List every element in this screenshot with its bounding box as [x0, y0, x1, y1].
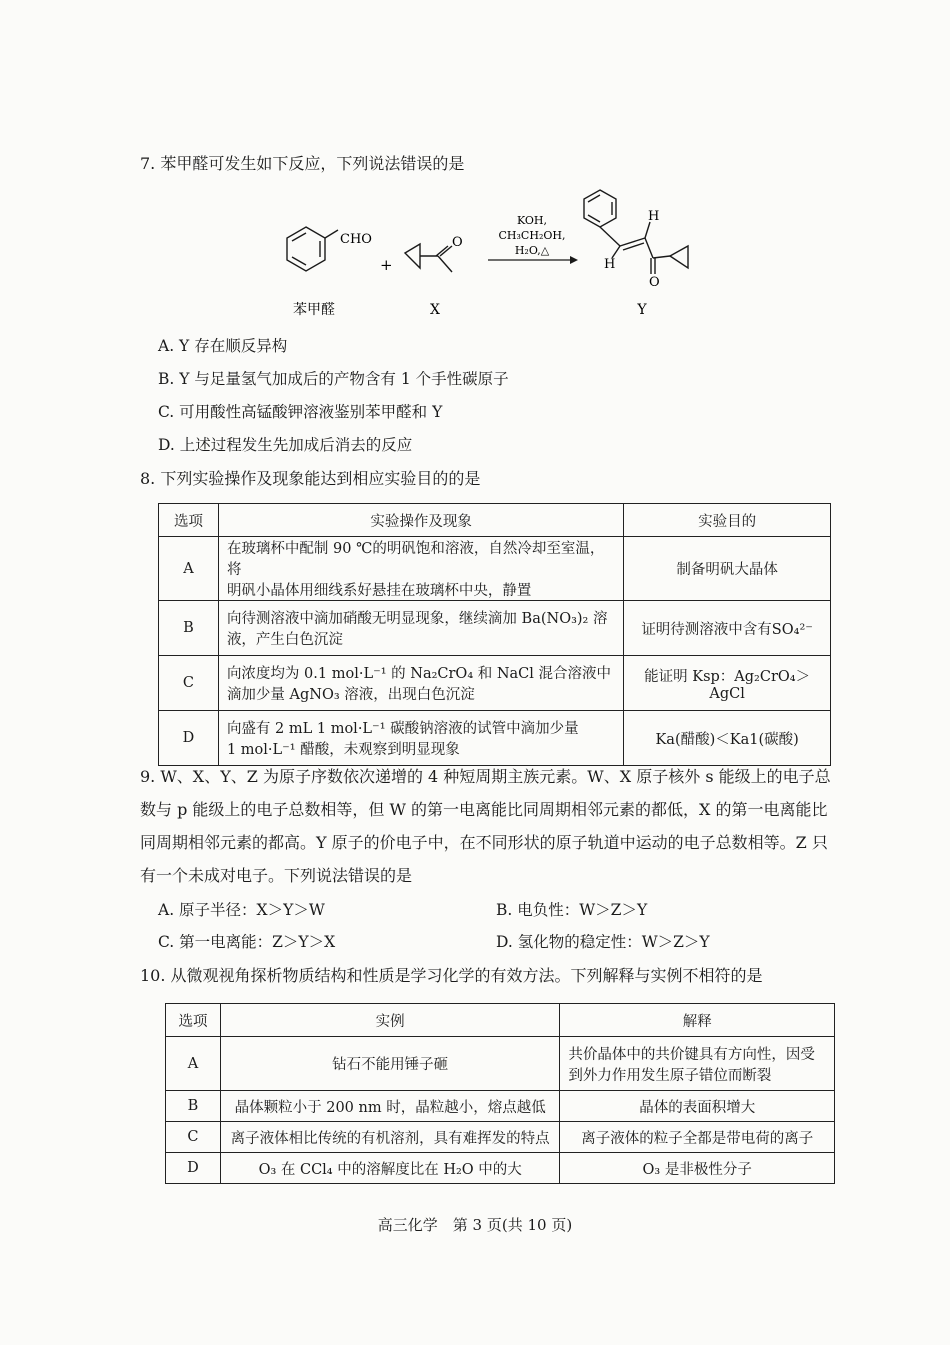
- condition-1: KOH,: [516, 214, 548, 227]
- op-line-2: 明矾小晶体用细线系好悬挂在玻璃杯中央，静置: [226, 583, 532, 599]
- q8-row-c-operation: [218, 656, 623, 711]
- q8-row-d-goal: Ka(醋酸)＜Ka1(碳酸): [624, 711, 831, 766]
- q10-row-d-example: O₃ 在 CCl₄ 中的溶解度比在 H₂O 中的大: [220, 1153, 559, 1184]
- q8-row-a-operation: [218, 537, 623, 601]
- q7-option-d: D. 上述过程发生先加成后消去的反应: [158, 436, 413, 454]
- label-y: Y: [637, 302, 647, 318]
- op-line-1: 向盛有 2 mL 1 mol·L⁻¹ 碳酸钠溶液的试管中滴加少量: [226, 721, 579, 737]
- q7-option-a: A. Y 存在顺反异构: [158, 337, 288, 355]
- condition-2: CH₃CH₂OH,: [498, 229, 566, 242]
- y-oxygen-label: O: [649, 275, 660, 290]
- q8-stem: 8. 下列实验操作及现象能达到相应实验目的的是: [140, 469, 481, 488]
- q10-header-explanation: 解释: [560, 1004, 835, 1037]
- q9-option-a: A. 原子半径：X＞Y＞W: [158, 901, 325, 919]
- op-line-2: 滴加少量 AgNO₃ 溶液，出现白色沉淀: [226, 687, 475, 703]
- q10-row-a-explanation: [560, 1037, 835, 1091]
- q10-row-c-option: C: [166, 1122, 221, 1153]
- arrow-head-icon: [570, 256, 578, 264]
- q10-header-row: [166, 1004, 835, 1037]
- exp-line-2: 到外力作用发生原子错位而断裂: [568, 1067, 772, 1084]
- table-row: [166, 1091, 835, 1122]
- table-row: [166, 1122, 835, 1153]
- q8-row-d-option: D: [159, 711, 219, 766]
- q8-row-c-option: C: [159, 656, 219, 711]
- q7-stem: 7. 苯甲醛可发生如下反应，下列说法错误的是: [140, 154, 465, 173]
- q8-row-a-goal: 制备明矾大晶体: [624, 537, 831, 601]
- q8-header-operation: 实验操作及现象: [218, 504, 623, 537]
- q9-option-d: D. 氢化物的稳定性：W＞Z＞Y: [496, 933, 710, 951]
- compound-x-structure: [405, 244, 452, 272]
- q10-row-b-example: 晶体颗粒小于 200 nm 时，晶粒越小，熔点越低: [220, 1091, 559, 1122]
- q8-row-a-option: A: [159, 537, 219, 601]
- table-row: [166, 1037, 835, 1091]
- q10-row-a-example: 钻石不能用锤子砸: [220, 1037, 559, 1091]
- op-line-1: 向浓度均为 0.1 mol·L⁻¹ 的 Na₂CrO₄ 和 NaCl 混合溶液中: [226, 666, 612, 682]
- q10-row-d-explanation: O₃ 是非极性分子: [560, 1153, 835, 1184]
- table-row: [159, 656, 831, 711]
- q7-option-c: C. 可用酸性高锰酸钾溶液鉴别苯甲醛和 Y: [158, 403, 443, 421]
- table-row: [159, 711, 831, 766]
- q10-row-b-explanation: 晶体的表面积增大: [560, 1091, 835, 1122]
- page-footer: 高三化学 第 3 页(共 10 页): [377, 1216, 573, 1234]
- q10-stem: 10. 从微观视角探析物质结构和性质是学习化学的有效方法。下列解释与实例不相符的是: [140, 966, 763, 985]
- benzaldehyde-structure: [287, 227, 338, 271]
- q10-row-d-option: D: [166, 1153, 221, 1184]
- op-line-2: 1 mol·L⁻¹ 醋酸，未观察到明显现象: [226, 742, 460, 758]
- q7-option-b: B. Y 与足量氢气加成后的产物含有 1 个手性碳原子: [158, 370, 509, 388]
- q8-table: [158, 503, 831, 766]
- q8-header-row: [159, 504, 831, 537]
- condition-3: H₂O,△: [514, 244, 550, 257]
- q8-row-b-operation: [218, 601, 623, 656]
- x-oxygen-label: O: [452, 235, 463, 250]
- y-h-lower: H: [604, 257, 616, 272]
- cho-label: CHO: [340, 232, 372, 247]
- q8-row-d-operation: [218, 711, 623, 766]
- op-line-2: 液，产生白色沉淀: [226, 632, 343, 648]
- label-x: X: [430, 302, 440, 318]
- q8-row-c-goal: 能证明 Ksp：Ag₂CrO₄＞AgCl: [624, 656, 831, 711]
- op-line-1: 在玻璃杯中配制 90 ℃的明矾饱和溶液，自然冷却至室温，将: [226, 541, 605, 578]
- label-benzaldehyde: 苯甲醛: [293, 302, 335, 318]
- op-line-1: 向待测溶液中滴加硝酸无明显现象，继续滴加 Ba(NO₃)₂ 溶: [226, 611, 608, 627]
- q10-header-example: 实例: [220, 1004, 559, 1037]
- q8-row-b-goal: 证明待测溶液中含有SO₄²⁻: [624, 601, 831, 656]
- q8-row-b-option: B: [159, 601, 219, 656]
- compound-y-structure: [584, 190, 688, 274]
- q9-text: 9. W、X、Y、Z 为原子序数依次递增的 4 种短周期主族元素。W、X 原子核外 s 能级上的电子总数与 p 能级上的电子总数相等，但 W 的第一电离能比同周期相邻元素的都低，X 的第一电离能比同周期相邻元素的都高。Y 原子的价电子中，在不同形状的原子轨道中运动的电子总数相等。Z 只有一个未成对电子。下列说法错误的是: [140, 767, 831, 885]
- y-h-upper: H: [648, 209, 660, 224]
- q10-row-a-option: A: [166, 1037, 221, 1091]
- q10-row-c-example: 离子液体相比传统的有机溶剂，具有难挥发的特点: [220, 1122, 559, 1153]
- q9-option-c: C. 第一电离能：Z＞Y＞X: [158, 933, 336, 951]
- q8-header-option: 选项: [159, 504, 219, 537]
- reaction-scheme: [270, 180, 720, 330]
- table-row: [159, 601, 831, 656]
- q9-option-b: B. 电负性：W＞Z＞Y: [496, 901, 648, 919]
- q10-row-c-explanation: 离子液体的粒子全都是带电荷的离子: [560, 1122, 835, 1153]
- table-row: [166, 1153, 835, 1184]
- q10-row-b-option: B: [166, 1091, 221, 1122]
- exp-line-1: 共价晶体中的共价键具有方向性，因受: [568, 1046, 815, 1063]
- q8-header-goal: 实验目的: [624, 504, 831, 537]
- table-row: [159, 537, 831, 601]
- q10-table: [165, 1003, 835, 1184]
- q10-header-option: 选项: [166, 1004, 221, 1037]
- plus-sign: +: [380, 256, 393, 274]
